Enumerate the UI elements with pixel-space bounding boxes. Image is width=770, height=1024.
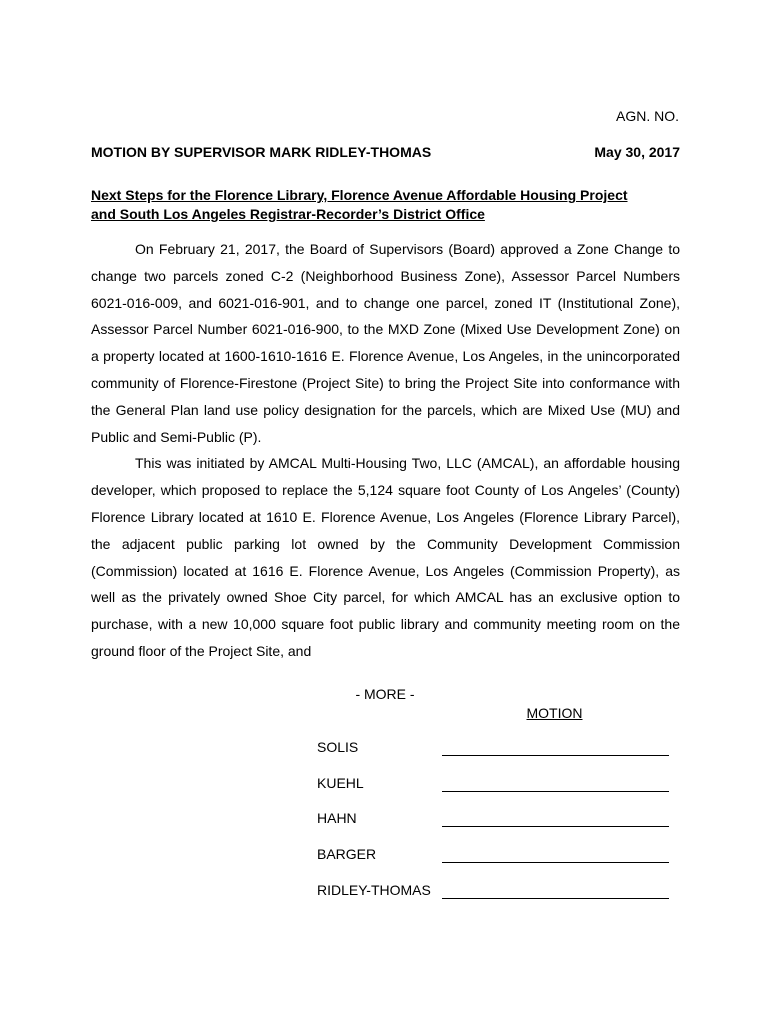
vote-name: KUEHL <box>317 775 364 791</box>
vote-signature-line <box>442 862 669 863</box>
motion-label: MOTION <box>526 705 583 721</box>
title-line-2: and South Los Angeles Registrar-Recorder’s District Office <box>91 206 485 222</box>
vote-row <box>317 739 669 759</box>
vote-name: HAHN <box>317 810 357 826</box>
paragraph: This was initiated by AMCAL Multi-Housing Two, LLC (AMCAL), an affordable housing developer, which proposed to replace the 5,124 square foot County of Los Angeles’ (County) Florence Library located at 1610 E. Florence Avenue, Los Angeles (Florence Library Parcel), the adjacent public parking lot owned by the Community Development Commission (Commission) located at 1616 E. Florence Avenue, Los Angeles (Commission Property), as well as the privately owned Shoe City parcel, for which AMCAL has an exclusive option to purchase, with a new 10,000 square foot public library and community meeting room on the ground floor of the Project Site, and <box>91 455 680 659</box>
vote-name: RIDLEY-THOMAS <box>317 882 431 898</box>
vote-signature-line <box>442 826 669 827</box>
motion-date: May 30, 2017 <box>594 144 680 160</box>
header-line <box>91 144 680 160</box>
paragraph: On February 21, 2017, the Board of Supervisors (Board) approved a Zone Change to change two parcels zoned C-2 (Neighborhood Business Zone), Assessor Parcel Numbers 6021-016-009, and 6021-016-901, and to change one parcel, zoned IT (Institutional Zone), Assessor Parcel Number 6021-016-900, to the MXD Zone (Mixed Use Development Zone) on a property located at 1600-1610-1616 E. Florence Avenue, Los Angeles, in the unincorporated community of Florence-Firestone (Project Site) to bring the Project Site into conformance with the General Plan land use policy designation for the parcels, which are Mixed Use (MU) and Public and Semi-Public (P). <box>91 241 680 445</box>
body-text <box>91 236 680 665</box>
vote-signature-line <box>442 791 669 792</box>
agenda-number-label: AGN. NO. <box>615 108 679 124</box>
vote-row <box>317 846 669 866</box>
vote-name: BARGER <box>317 846 377 862</box>
motion-by: MOTION BY SUPERVISOR MARK RIDLEY-THOMAS <box>91 144 432 160</box>
vote-row <box>317 775 669 795</box>
vote-signature-line <box>442 755 669 756</box>
vote-row <box>317 810 669 830</box>
vote-row <box>317 882 669 902</box>
vote-signature-line <box>442 898 669 899</box>
more-label: - MORE - <box>355 686 415 702</box>
vote-name: SOLIS <box>317 739 359 755</box>
document-title <box>91 186 680 224</box>
title-line-1: Next Steps for the Florence Library, Florence Avenue Affordable Housing Project <box>91 187 628 203</box>
